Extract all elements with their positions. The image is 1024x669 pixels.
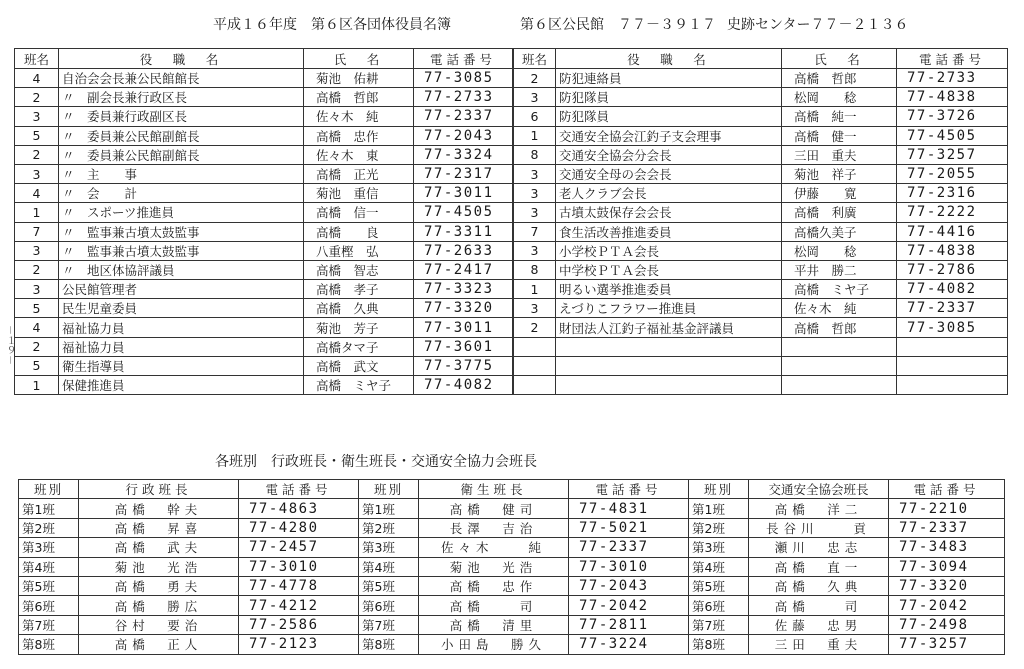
han-cell: 第1班 <box>19 499 79 518</box>
name-cell: 高橋 哲郎 <box>782 69 897 88</box>
table-header-row <box>19 480 1005 499</box>
han-cell: 3 <box>514 164 556 183</box>
table-row <box>15 260 513 279</box>
col-header: 電話番号 <box>889 480 1005 499</box>
tel-cell: 77-2586 <box>239 615 359 634</box>
tel-cell: 77-3601 <box>414 337 513 356</box>
gyosei-leader-cell: 高橋 勝広 <box>79 596 239 615</box>
han-cell: 1 <box>15 203 59 222</box>
tel-cell: 77-2317 <box>414 164 513 183</box>
han-cell: 第2班 <box>359 518 419 537</box>
col-header: 氏 名 <box>304 49 414 69</box>
col-header: 班名 <box>15 49 59 69</box>
han-cell: 5 <box>15 299 59 318</box>
tel-cell: 77-2337 <box>569 538 689 557</box>
name-cell: 高橋 健一 <box>782 126 897 145</box>
name-cell: 菊池 芳子 <box>304 318 414 337</box>
gyosei-leader-cell: 高橋 昇喜 <box>79 518 239 537</box>
col-header: 班別 <box>19 480 79 499</box>
han-cell: 第8班 <box>689 635 749 654</box>
name-cell: 高橋 哲郎 <box>304 88 414 107</box>
han-cell: 2 <box>514 318 556 337</box>
role-cell: 防犯隊員 <box>556 88 782 107</box>
table-row <box>15 184 513 203</box>
tel-cell: 77-2055 <box>897 164 1008 183</box>
col-header: 行政班長 <box>79 480 239 499</box>
tel-cell: 77-2043 <box>414 126 513 145</box>
name-cell: 高橋 ミヤ子 <box>782 280 897 299</box>
center-phone: 史跡センター７７－２１３６ <box>727 17 909 33</box>
tel-cell: 77-2222 <box>897 203 1008 222</box>
tel-cell: 77-4416 <box>897 222 1008 241</box>
tel-cell: 77-3085 <box>414 69 513 88</box>
han-cell: 3 <box>15 164 59 183</box>
col-header: 氏 名 <box>782 49 897 69</box>
tel-cell: 77-4505 <box>897 126 1008 145</box>
han-cell: 第7班 <box>19 615 79 634</box>
role-cell: 福祉協力員 <box>59 318 304 337</box>
tel-cell: 77-2043 <box>569 576 689 595</box>
tel-cell: 77-2811 <box>569 615 689 634</box>
kotsu-leader-cell: 高橋 洋二 <box>749 499 889 518</box>
han-cell: 第3班 <box>359 538 419 557</box>
tel-cell: 77-2457 <box>239 538 359 557</box>
table-row <box>15 337 513 356</box>
han-cell: 第4班 <box>19 557 79 576</box>
role-cell: 交通安全協会分会長 <box>556 145 782 164</box>
name-cell: 高橋 信一 <box>304 203 414 222</box>
name-cell: 高橋 孝子 <box>304 280 414 299</box>
role-cell: 〃 主 事 <box>59 164 304 183</box>
tel-cell: 77-4831 <box>569 499 689 518</box>
han-cell: 第6班 <box>19 596 79 615</box>
table-row <box>19 635 1005 654</box>
han-leaders-table <box>18 479 1005 655</box>
tel-cell: 77-2316 <box>897 184 1008 203</box>
document-header <box>0 14 1024 34</box>
tel-cell: 77-3726 <box>897 107 1008 126</box>
han-cell: 2 <box>514 69 556 88</box>
name-cell <box>782 376 897 395</box>
han-cell: 第1班 <box>359 499 419 518</box>
name-cell <box>782 337 897 356</box>
role-cell: 古墳太鼓保存会会長 <box>556 203 782 222</box>
name-cell: 八重樫 弘 <box>304 241 414 260</box>
table-row <box>15 203 513 222</box>
table-row <box>15 69 513 88</box>
tel-cell: 77-4778 <box>239 576 359 595</box>
tel-cell: 77-3257 <box>897 145 1008 164</box>
table-row <box>19 615 1005 634</box>
tel-cell: 77-2786 <box>897 260 1008 279</box>
tel-cell: 77-4838 <box>897 88 1008 107</box>
name-cell: 高橋 哲郎 <box>782 318 897 337</box>
han-cell: 2 <box>15 145 59 164</box>
tel-cell: 77-3094 <box>889 557 1005 576</box>
role-cell: 〃 地区体協評議員 <box>59 260 304 279</box>
table-row <box>19 499 1005 518</box>
kotsu-leader-cell: 瀬川 忠志 <box>749 538 889 557</box>
tel-cell: 77-2417 <box>414 260 513 279</box>
table-row <box>514 241 1008 260</box>
han-cell: 3 <box>514 184 556 203</box>
table-row <box>15 318 513 337</box>
name-cell: 高橋 久典 <box>304 299 414 318</box>
table-row <box>15 280 513 299</box>
role-cell: 公民館管理者 <box>59 280 304 299</box>
col-header: 役 職 名 <box>556 49 782 69</box>
han-cell: 第2班 <box>19 518 79 537</box>
table-row <box>19 518 1005 537</box>
han-cell: 5 <box>15 126 59 145</box>
col-header: 班別 <box>689 480 749 499</box>
tel-cell: 77-3320 <box>889 576 1005 595</box>
name-cell: 松岡 稔 <box>782 88 897 107</box>
gyosei-leader-cell: 高橋 武夫 <box>79 538 239 557</box>
role-cell: 〃 スポーツ推進員 <box>59 203 304 222</box>
table-row <box>514 88 1008 107</box>
table-row <box>15 126 513 145</box>
table-row <box>514 376 1008 395</box>
tel-cell: 77-2210 <box>889 499 1005 518</box>
table-row <box>514 107 1008 126</box>
role-cell: 福祉協力員 <box>59 337 304 356</box>
table-header-row <box>15 49 513 69</box>
name-cell: 菊池 佑耕 <box>304 69 414 88</box>
col-header: 衛生班長 <box>419 480 569 499</box>
role-cell: 防犯連絡員 <box>556 69 782 88</box>
table-row <box>514 299 1008 318</box>
col-header: 役 職 名 <box>59 49 304 69</box>
table-row <box>15 299 513 318</box>
han-cell: 3 <box>15 241 59 260</box>
tel-cell: 77-5021 <box>569 518 689 537</box>
role-cell: 〃 委員兼公民館副館長 <box>59 126 304 145</box>
name-cell: 高橋 ミヤ子 <box>304 376 414 395</box>
table-row <box>514 164 1008 183</box>
han-cell: 4 <box>15 318 59 337</box>
document-title: 平成１６年度 第６区各団体役員名簿 <box>213 17 451 33</box>
role-cell: 衛生指導員 <box>59 356 304 375</box>
table-header-row <box>514 49 1008 69</box>
han-cell: 第4班 <box>689 557 749 576</box>
han-cell: 第5班 <box>359 576 419 595</box>
table-row <box>514 318 1008 337</box>
role-cell <box>556 356 782 375</box>
tel-cell: 77-2733 <box>414 88 513 107</box>
han-cell: 第3班 <box>19 538 79 557</box>
table-row <box>514 145 1008 164</box>
han-cell: 8 <box>514 145 556 164</box>
name-cell: 佐々木 純 <box>782 299 897 318</box>
han-cell <box>514 356 556 375</box>
han-cell: 7 <box>15 222 59 241</box>
table-row <box>514 69 1008 88</box>
han-cell <box>514 337 556 356</box>
role-cell: 〃 監事兼古墳太鼓監事 <box>59 241 304 260</box>
name-cell: 三田 重夫 <box>782 145 897 164</box>
han-cell: 第1班 <box>689 499 749 518</box>
kotsu-leader-cell: 高橋 司 <box>749 596 889 615</box>
tel-cell: 77-4505 <box>414 203 513 222</box>
officers-table-right <box>513 48 1008 395</box>
name-cell: 高橋 智志 <box>304 260 414 279</box>
tel-cell: 77-2337 <box>889 518 1005 537</box>
han-cell: 2 <box>15 88 59 107</box>
page-number: －１９－ <box>4 325 15 365</box>
hall-phone: 第６区公民館 ７７－３９１７ <box>520 17 716 33</box>
han-cell: 3 <box>15 280 59 299</box>
col-header: 電話番号 <box>569 480 689 499</box>
kotsu-leader-cell: 高橋 久典 <box>749 576 889 595</box>
gyosei-leader-cell: 菊池 光浩 <box>79 557 239 576</box>
role-cell: 〃 副会長兼行政区長 <box>59 88 304 107</box>
tel-cell: 77-4082 <box>414 376 513 395</box>
tel-cell: 77-3311 <box>414 222 513 241</box>
han-cell: 5 <box>15 356 59 375</box>
table-row <box>514 126 1008 145</box>
tel-cell: 77-3324 <box>414 145 513 164</box>
name-cell: 高橋 武文 <box>304 356 414 375</box>
name-cell: 菊池 重信 <box>304 184 414 203</box>
col-header: 電話番号 <box>239 480 359 499</box>
tel-cell: 77-2042 <box>569 596 689 615</box>
role-cell: 〃 委員兼公民館副館長 <box>59 145 304 164</box>
tel-cell: 77-2498 <box>889 615 1005 634</box>
col-header: 班別 <box>359 480 419 499</box>
col-header: 電話番号 <box>897 49 1008 69</box>
gyosei-leader-cell: 高橋 幹夫 <box>79 499 239 518</box>
name-cell: 高橋 忠作 <box>304 126 414 145</box>
tel-cell <box>897 376 1008 395</box>
tel-cell: 77-2733 <box>897 69 1008 88</box>
table-row <box>15 376 513 395</box>
col-header: 班名 <box>514 49 556 69</box>
name-cell <box>782 356 897 375</box>
table-row <box>19 557 1005 576</box>
kotsu-leader-cell: 三田 重夫 <box>749 635 889 654</box>
name-cell: 佐々木 純 <box>304 107 414 126</box>
kotsu-leader-cell: 長谷川 貢 <box>749 518 889 537</box>
table-row <box>15 164 513 183</box>
tel-cell: 77-4838 <box>897 241 1008 260</box>
tel-cell: 77-3011 <box>414 184 513 203</box>
han-cell: 第5班 <box>689 576 749 595</box>
tel-cell: 77-3323 <box>414 280 513 299</box>
tel-cell: 77-3775 <box>414 356 513 375</box>
name-cell: 松岡 稔 <box>782 241 897 260</box>
tel-cell: 77-2337 <box>897 299 1008 318</box>
han-cell: 7 <box>514 222 556 241</box>
table-row <box>15 356 513 375</box>
gyosei-leader-cell: 高橋 正人 <box>79 635 239 654</box>
role-cell: 保健推進員 <box>59 376 304 395</box>
tel-cell: 77-3010 <box>239 557 359 576</box>
gyosei-leader-cell: 高橋 勇夫 <box>79 576 239 595</box>
eisei-leader-cell: 高橋 忠作 <box>419 576 569 595</box>
role-cell: 民生児童委員 <box>59 299 304 318</box>
han-cell: 第7班 <box>689 615 749 634</box>
table-row <box>19 596 1005 615</box>
han-cell: 4 <box>15 184 59 203</box>
tel-cell: 77-3320 <box>414 299 513 318</box>
role-cell: 自治会会長兼公民館館長 <box>59 69 304 88</box>
han-cell: 2 <box>15 260 59 279</box>
table-row <box>514 260 1008 279</box>
tel-cell: 77-3010 <box>569 557 689 576</box>
role-cell: 交通安全協会江釣子支会理事 <box>556 126 782 145</box>
table-row <box>15 145 513 164</box>
table-row <box>15 222 513 241</box>
table-row <box>15 241 513 260</box>
name-cell: 高橋 良 <box>304 222 414 241</box>
tel-cell: 77-2123 <box>239 635 359 654</box>
role-cell: えづりこフラワー推進員 <box>556 299 782 318</box>
han-cell: 第8班 <box>19 635 79 654</box>
han-cell: 第8班 <box>359 635 419 654</box>
kotsu-leader-cell: 高橋 直一 <box>749 557 889 576</box>
name-cell: 伊藤 寛 <box>782 184 897 203</box>
eisei-leader-cell: 高橋 清里 <box>419 615 569 634</box>
han-cell: 第6班 <box>689 596 749 615</box>
eisei-leader-cell: 佐々木 純 <box>419 538 569 557</box>
table-row <box>514 184 1008 203</box>
eisei-leader-cell: 高橋 司 <box>419 596 569 615</box>
role-cell: 食生活改善推進委員 <box>556 222 782 241</box>
tel-cell: 77-2042 <box>889 596 1005 615</box>
eisei-leader-cell: 小田島 勝久 <box>419 635 569 654</box>
han-cell: 1 <box>15 376 59 395</box>
role-cell: 交通安全母の会会長 <box>556 164 782 183</box>
han-cell: 第5班 <box>19 576 79 595</box>
table-row <box>15 88 513 107</box>
han-cell: 3 <box>514 299 556 318</box>
han-cell: 2 <box>15 337 59 356</box>
gyosei-leader-cell: 谷村 要治 <box>79 615 239 634</box>
name-cell: 高橋タマ子 <box>304 337 414 356</box>
tel-cell: 77-3011 <box>414 318 513 337</box>
role-cell: 小学校ＰＴＡ会長 <box>556 241 782 260</box>
han-cell: 6 <box>514 107 556 126</box>
role-cell: 〃 委員兼行政副区長 <box>59 107 304 126</box>
tel-cell: 77-3085 <box>897 318 1008 337</box>
han-cell: 4 <box>15 69 59 88</box>
tel-cell: 77-4082 <box>897 280 1008 299</box>
han-cell: 第4班 <box>359 557 419 576</box>
han-cell: 第2班 <box>689 518 749 537</box>
table-row <box>19 576 1005 595</box>
tel-cell: 77-2337 <box>414 107 513 126</box>
name-cell: 佐々木 東 <box>304 145 414 164</box>
table-row <box>19 538 1005 557</box>
name-cell: 高橋 正光 <box>304 164 414 183</box>
officers-table-left <box>14 48 513 395</box>
han-cell: 1 <box>514 280 556 299</box>
role-cell <box>556 376 782 395</box>
han-cell: 1 <box>514 126 556 145</box>
name-cell: 平井 勝二 <box>782 260 897 279</box>
han-cell: 第6班 <box>359 596 419 615</box>
kotsu-leader-cell: 佐藤 忠男 <box>749 615 889 634</box>
table-row <box>514 356 1008 375</box>
tel-cell: 77-2633 <box>414 241 513 260</box>
tel-cell: 77-4863 <box>239 499 359 518</box>
name-cell: 菊池 祥子 <box>782 164 897 183</box>
tel-cell: 77-3483 <box>889 538 1005 557</box>
han-cell <box>514 376 556 395</box>
name-cell: 高橋 利廣 <box>782 203 897 222</box>
han-cell: 3 <box>514 88 556 107</box>
table-row <box>514 203 1008 222</box>
name-cell: 高橋 純一 <box>782 107 897 126</box>
name-cell: 高橋久美子 <box>782 222 897 241</box>
eisei-leader-cell: 菊池 光浩 <box>419 557 569 576</box>
tel-cell <box>897 356 1008 375</box>
tel-cell: 77-3257 <box>889 635 1005 654</box>
han-section-title: 各班別 行政班長・衛生班長・交通安全協力会班長 <box>215 454 537 470</box>
table-row <box>514 222 1008 241</box>
role-cell: 財団法人江釣子福祉基金評議員 <box>556 318 782 337</box>
tel-cell: 77-3224 <box>569 635 689 654</box>
tel-cell: 77-4212 <box>239 596 359 615</box>
han-cell: 第7班 <box>359 615 419 634</box>
col-header: 電話番号 <box>414 49 513 69</box>
han-cell: 3 <box>514 203 556 222</box>
role-cell: 老人クラブ会長 <box>556 184 782 203</box>
han-cell: 第3班 <box>689 538 749 557</box>
eisei-leader-cell: 高橋 健司 <box>419 499 569 518</box>
han-cell: 8 <box>514 260 556 279</box>
role-cell: 〃 監事兼古墳太鼓監事 <box>59 222 304 241</box>
tel-cell: 77-4280 <box>239 518 359 537</box>
role-cell <box>556 337 782 356</box>
role-cell: 明るい選挙推進委員 <box>556 280 782 299</box>
role-cell: 〃 会 計 <box>59 184 304 203</box>
tel-cell <box>897 337 1008 356</box>
table-row <box>514 280 1008 299</box>
eisei-leader-cell: 長澤 吉治 <box>419 518 569 537</box>
role-cell: 中学校ＰＴＡ会長 <box>556 260 782 279</box>
role-cell: 防犯隊員 <box>556 107 782 126</box>
han-cell: 3 <box>514 241 556 260</box>
table-row <box>514 337 1008 356</box>
table-row <box>15 107 513 126</box>
han-cell: 3 <box>15 107 59 126</box>
col-header: 交通安全協会班長 <box>749 480 889 499</box>
